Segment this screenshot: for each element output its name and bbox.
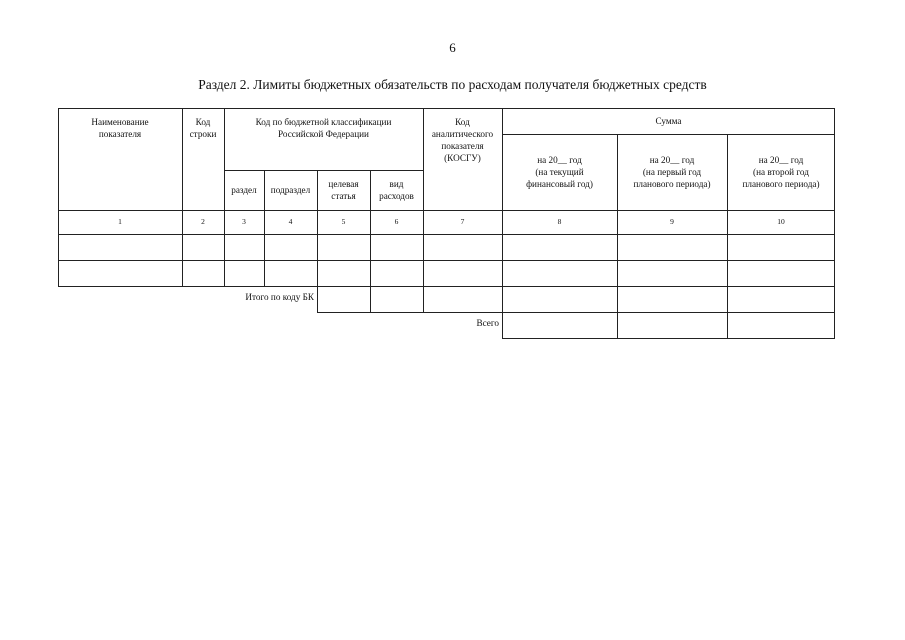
section-title: Раздел 2. Лимиты бюджетных обязательств по расходам получателя бюджетных средств: [198, 77, 707, 92]
table-border: [58, 108, 835, 109]
table-border: [58, 210, 835, 211]
grand-total-label: Всего: [476, 318, 499, 328]
column-number: 10: [777, 217, 785, 226]
table-border: [834, 108, 835, 339]
data-cell[interactable]: [502, 234, 617, 260]
table-border: [317, 312, 835, 313]
header-year-second: на 20__ год (на второй год планового периода): [742, 155, 820, 189]
data-cell[interactable]: [224, 234, 264, 260]
table-border: [224, 170, 423, 171]
column-number: 3: [242, 217, 246, 226]
data-cell[interactable]: [617, 260, 727, 286]
table-border: [727, 134, 728, 338]
data-cell[interactable]: [727, 234, 835, 260]
column-number: 2: [201, 217, 205, 226]
column-number: 6: [394, 217, 399, 226]
header-year-current: на 20__ год (на текущий финансовый год): [526, 155, 593, 189]
column-number: 8: [557, 217, 562, 226]
budget-limits-table: [58, 108, 835, 338]
table-border: [423, 108, 424, 312]
table-border: [58, 260, 835, 261]
data-cell[interactable]: [370, 234, 423, 260]
column-number: 5: [341, 217, 346, 226]
table-border: [182, 108, 183, 286]
total-by-code-label: Итого по коду БК: [245, 292, 314, 302]
header-subsection: подраздел: [270, 185, 311, 195]
data-cell[interactable]: [264, 234, 317, 260]
header-name: Наименование показателя: [91, 117, 149, 139]
table-border: [58, 286, 835, 287]
table-border: [224, 108, 225, 286]
table-border: [617, 134, 618, 338]
table-border: [502, 338, 835, 339]
data-cell[interactable]: [182, 260, 224, 286]
header-target-article: целевая статья: [328, 179, 359, 201]
data-cell[interactable]: [423, 260, 502, 286]
table-border: [264, 170, 265, 286]
header-row-code: Код строки: [189, 117, 217, 139]
data-cell[interactable]: [182, 234, 224, 260]
column-number: 1: [118, 217, 122, 226]
table-border: [317, 170, 318, 312]
header-year-first: на 20__ год (на первый год планового периода): [633, 155, 711, 189]
data-cell[interactable]: [224, 260, 264, 286]
header-expense-type: вид расходов: [379, 179, 414, 201]
header-section: раздел: [231, 185, 257, 195]
header-sum: Сумма: [655, 116, 682, 126]
page-number: 6: [449, 40, 456, 55]
data-cell[interactable]: [264, 260, 317, 286]
data-cell[interactable]: [502, 260, 617, 286]
data-cell[interactable]: [617, 234, 727, 260]
table-border: [370, 170, 371, 312]
data-cell[interactable]: [423, 234, 502, 260]
data-cell[interactable]: [370, 260, 423, 286]
data-cell[interactable]: [58, 260, 182, 286]
column-number: 4: [288, 217, 293, 226]
data-cell[interactable]: [727, 260, 835, 286]
table-border: [502, 134, 835, 135]
table-border: [502, 108, 503, 338]
header-budget-classification: Код по бюджетной классификации Российской Федерации: [255, 117, 392, 139]
data-cell[interactable]: [317, 234, 370, 260]
table-border: [58, 108, 59, 286]
header-analytic-code: Код аналитического показателя (КОСГУ): [431, 117, 494, 163]
table-border: [58, 234, 835, 235]
column-number: 7: [460, 217, 465, 226]
data-cell[interactable]: [58, 234, 182, 260]
column-number: 9: [670, 217, 674, 226]
data-cell[interactable]: [317, 260, 370, 286]
